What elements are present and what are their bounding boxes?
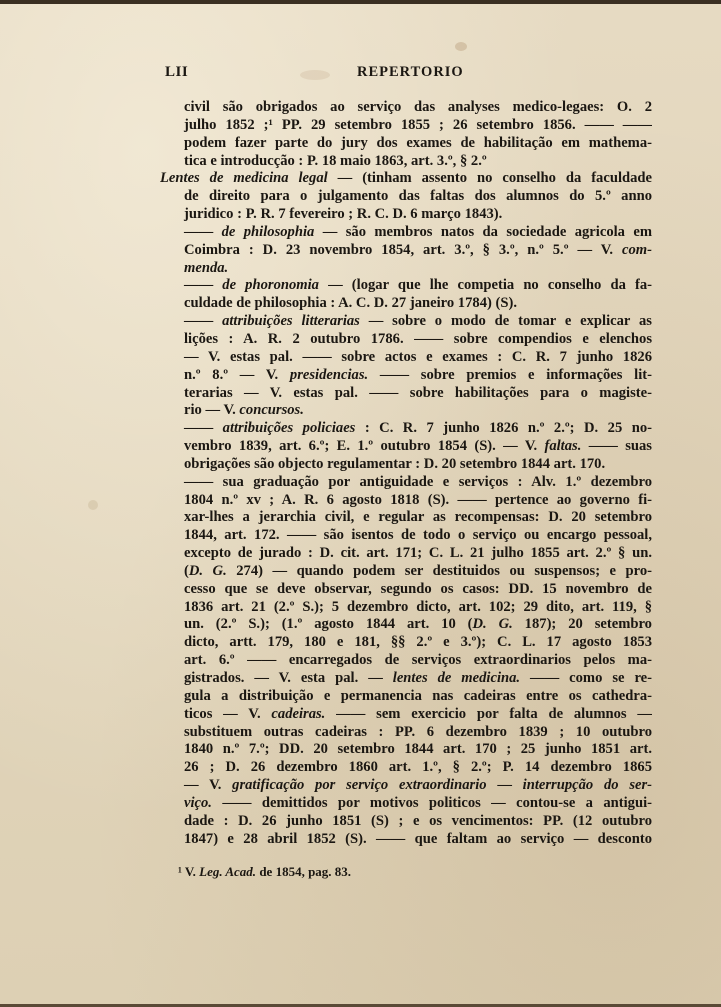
- italic-term: presidencias.: [289, 366, 369, 383]
- text-segment: substituem outras cadeiras : PP. 6 dezembro 1839 ; 10 outubro: [184, 723, 652, 740]
- text-segment: culdade de philosophia : A. C. D. 27 janeiro 1784) (S).: [184, 295, 517, 312]
- italic-term: lentes de medicina.: [392, 670, 521, 686]
- text-segment: de direito para o julgamento das faltas dos alumnos do 5.º anno: [184, 188, 652, 205]
- text-segment: — sobre o modo de tomar e explicar as: [359, 313, 652, 330]
- text-line: [160, 795, 652, 813]
- text-segment: ——: [184, 420, 223, 437]
- text-segment: 1804 n.º xv ; A. R. 6 agosto 1818 (S). —— pertence ao governo fi-: [184, 491, 652, 508]
- text-segment: —— sem exercicio por falta de alumnos —: [325, 705, 652, 722]
- text-line: [160, 170, 652, 188]
- text-segment: —— sobre premios e informações lit-: [368, 366, 652, 383]
- footnote-prefix: V.: [181, 864, 200, 879]
- text-line: [160, 527, 652, 545]
- text-segment: — V.: [184, 777, 233, 794]
- text-segment: 1836 art. 21 (2.º S.); 5 dezembro dicto, art. 102; 29 dito, art. 119, §: [184, 598, 652, 615]
- text-segment: 187); 20 setembro: [512, 616, 652, 633]
- italic-term: menda.: [184, 259, 229, 276]
- text-line: [160, 741, 652, 759]
- footnote-italic: Leg. Acad.: [199, 864, 257, 879]
- text-segment: ——: [184, 277, 223, 294]
- text-line: [160, 153, 652, 171]
- text-segment: —: [486, 777, 523, 794]
- text-line: [160, 99, 652, 117]
- text-segment: — são membros natos da sociedade agricola em: [314, 223, 652, 240]
- italic-term: attribuições policiaes: [222, 420, 356, 437]
- text-line: [160, 652, 652, 670]
- text-segment: ——: [184, 313, 223, 330]
- italic-term: concursos.: [239, 402, 304, 419]
- text-line: [160, 277, 652, 295]
- text-segment: —— como se re-: [520, 670, 652, 686]
- text-segment: rio — V.: [184, 402, 240, 419]
- text-segment: dicto, artt. 179, 180 e 181, §§ 2.º e 3.º); C. L. 17 agosto 1853: [184, 634, 652, 651]
- italic-term: com-: [622, 241, 652, 258]
- text-segment: : C. R. 7 junho 1826 n.º 2.º; D. 25 no-: [355, 420, 652, 437]
- italic-term: Lentes de medicina legal: [160, 170, 328, 187]
- footnote-suffix: de 1854, pag. 83.: [256, 864, 352, 879]
- italic-term: D. G.: [472, 616, 513, 633]
- footnote-marker: ¹: [178, 864, 182, 879]
- italic-term: de philosophia: [221, 223, 315, 240]
- text-line: [160, 331, 652, 349]
- body-text: [160, 99, 652, 848]
- text-line: [160, 367, 652, 385]
- text-line: [160, 599, 652, 617]
- italic-term: viço.: [184, 794, 212, 811]
- text-line: [160, 456, 652, 474]
- italic-term: interrupção do ser-: [522, 777, 652, 794]
- text-segment: ——: [184, 223, 222, 240]
- text-line: [160, 438, 652, 456]
- text-line: [160, 581, 652, 599]
- text-segment: 274) — quando podem ser destituidos ou suspensos; e pro-: [226, 562, 652, 579]
- text-line: [160, 402, 652, 420]
- italic-term: cadeiras.: [271, 705, 326, 722]
- text-line: [160, 117, 652, 135]
- text-segment: tica e introducção : P. 18 maio 1863, art. 3.º, § 2.º: [184, 152, 487, 169]
- text-line: [160, 634, 652, 652]
- text-segment: gula a distribuição e permanencia nas cadeiras entre os cathedra-: [184, 687, 652, 704]
- text-segment: — (tinham assento no conselho da faculdade: [327, 170, 652, 187]
- text-segment: terarias — V. estas pal. —— sobre habilitações para o magiste-: [184, 384, 652, 401]
- text-segment: —— suas: [581, 438, 652, 455]
- text-segment: n.º 8.º — V.: [184, 366, 290, 383]
- text-line: [160, 616, 652, 634]
- text-segment: julho 1852 ;¹ PP. 29 setembro 1855 ; 26 setembro 1856. —— ——: [184, 116, 652, 133]
- text-segment: 1844, art. 172. —— são isentos de todo o serviço ou encargo pessoal,: [184, 527, 652, 544]
- text-segment: (: [184, 562, 189, 579]
- page-number: LII: [165, 64, 189, 80]
- text-segment: —— sua graduação por antiguidade e serviços : Alv. 1.º dezembro: [184, 473, 652, 490]
- footnote: [178, 864, 578, 880]
- text-segment: civil são obrigados ao serviço das analyses medico-legaes: O. 2: [184, 99, 652, 115]
- page-header: [165, 64, 650, 84]
- page-top-edge: [0, 0, 721, 4]
- italic-term: de phoronomia: [222, 277, 319, 294]
- italic-term: D. G.: [188, 562, 227, 579]
- text-line: [160, 313, 652, 331]
- text-line: [160, 509, 652, 527]
- text-line: [160, 385, 652, 403]
- text-segment: lições : A. R. 2 outubro 1786. —— sobre compendios e elenchos: [184, 330, 652, 347]
- running-head: REPERTORIO: [357, 64, 464, 80]
- text-segment: —— demittidos por motivos politicos — contou-se a antigui-: [211, 794, 652, 811]
- text-segment: un. (2.º S.); (1.º agosto 1844 art. 10 (: [184, 616, 473, 633]
- text-line: [160, 813, 652, 831]
- text-line: [160, 706, 652, 724]
- text-segment: podem fazer parte do jury dos exames de habilitação em mathema-: [184, 134, 652, 151]
- text-line: [160, 242, 652, 260]
- text-line: [160, 563, 652, 581]
- text-segment: gistrados. — V. esta pal. —: [184, 670, 393, 686]
- text-segment: art. 6.º —— encarregados de serviços extraordinarios pelos ma-: [184, 652, 652, 669]
- text-line: [160, 224, 652, 242]
- text-segment: excepto de jurado : D. cit. art. 171; C. L. 21 julho 1855 art. 2.º § un.: [184, 545, 652, 562]
- text-segment: dade : D. 26 junho 1851 (S) ; e os vencimentos: PP. (12 outubro: [184, 812, 652, 829]
- text-segment: obrigações são objecto regulamentar : D. 20 setembro 1844 art. 170.: [184, 455, 606, 472]
- text-segment: 26 ; D. 26 dezembro 1860 art. 1.º, § 2.º; P. 14 dezembro 1865: [184, 759, 652, 776]
- text-line: [160, 349, 652, 367]
- italic-term: gratificação por serviço extraordinario: [232, 777, 487, 794]
- text-line: [160, 688, 652, 706]
- text-segment: cesso que se deve observar, segundo os casos: DD. 15 novembro de: [184, 580, 652, 597]
- text-line: [160, 295, 652, 313]
- paper-stain: [88, 500, 98, 510]
- text-line: [160, 420, 652, 438]
- text-line: [160, 474, 652, 492]
- paper-stain: [455, 42, 467, 51]
- text-line: [160, 188, 652, 206]
- text-line: [160, 545, 652, 563]
- text-segment: — (logar que lhe competia no conselho da fa-: [318, 277, 652, 294]
- italic-term: faltas.: [544, 438, 582, 455]
- text-line: [160, 206, 652, 224]
- text-line: [160, 492, 652, 510]
- text-line: [160, 135, 652, 153]
- text-line: [160, 670, 652, 688]
- text-segment: 1840 n.º 7.º; DD. 20 setembro 1844 art. 170 ; 25 junho 1851 art.: [184, 741, 652, 758]
- text-segment: — V. estas pal. —— sobre actos e exames : C. R. 7 junho 1826: [184, 348, 652, 365]
- text-segment: Coimbra : D. 23 novembro 1854, art. 3.º, § 3.º, n.º 5.º — V.: [184, 241, 622, 258]
- text-segment: ticos — V.: [184, 705, 272, 722]
- text-line: [160, 777, 652, 795]
- text-segment: vembro 1839, art. 6.º; E. 1.º outubro 1854 (S). — V.: [184, 438, 545, 455]
- text-segment: 1847) e 28 abril 1852 (S). —— que faltam ao serviço — desconto: [184, 830, 652, 847]
- text-line: [160, 831, 652, 849]
- text-line: [160, 759, 652, 777]
- italic-term: attribuições litterarias: [222, 313, 360, 330]
- text-segment: juridico : P. R. 7 fevereiro ; R. C. D. 6 março 1843).: [184, 206, 503, 223]
- text-segment: xar-lhes a jerarchia civil, e regular as recompensas: D. 20 setembro: [184, 509, 652, 526]
- text-line: [160, 260, 652, 278]
- text-line: [160, 724, 652, 742]
